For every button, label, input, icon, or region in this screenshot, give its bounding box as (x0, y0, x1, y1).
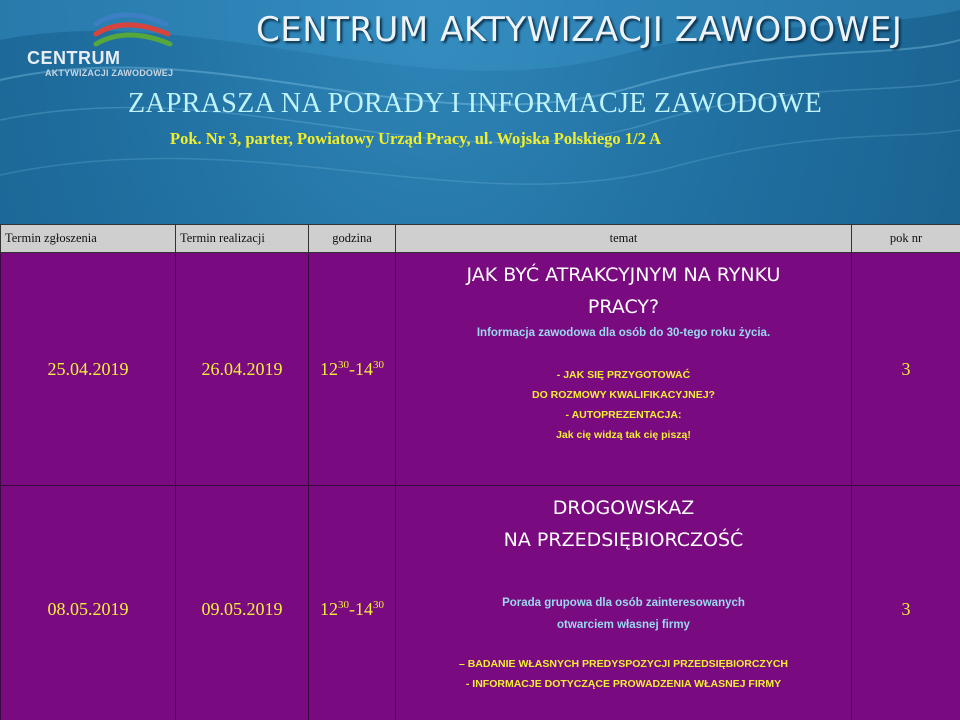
table-header-row (1, 225, 960, 253)
cell-termin-zgloszenia: 08.05.2019 (1, 486, 176, 720)
topic-info: Porada grupowa dla osób zainteresowanych (502, 597, 745, 609)
topic-bullet: Jak cię widzą tak cię piszą! (556, 429, 691, 441)
table-row (1, 253, 960, 486)
hour-end-minutes: 30 (373, 598, 384, 611)
topic-bullet: - AUTOPREZENTACJA: (565, 409, 682, 421)
hour-start-minutes: 30 (338, 598, 349, 611)
topic-title-line2: PRACY? (587, 296, 660, 318)
cell-temat (396, 486, 852, 720)
topic-info: otwarciem własnej firmy (557, 619, 690, 631)
cell-pok-nr: 3 (852, 486, 960, 720)
table-row (1, 486, 960, 720)
hour-separator: - (349, 358, 355, 379)
hour-start: 12 (320, 598, 338, 619)
logo-subtitle: AKTYWIZACJI ZAWODOWEJ (45, 68, 174, 78)
topic-bullet: - INFORMACJE DOTYCZĄCE PROWADZENIA WŁASNEJ FIRMY (465, 678, 782, 690)
topic-title-line1: JAK BYĆ ATRAKCYJNYM NA RYNKU (466, 264, 781, 286)
hour-start: 12 (320, 358, 338, 379)
topic-bullet: DO ROZMOWY KWALIFIKACYJNEJ? (532, 389, 715, 401)
header-temat: temat (396, 225, 852, 253)
topic-bullet: - JAK SIĘ PRZYGOTOWAĆ (556, 369, 691, 381)
cell-pok-nr: 3 (852, 253, 960, 486)
header-godzina: godzina (309, 225, 396, 253)
cell-termin-realizacji: 26.04.2019 (176, 253, 309, 486)
cell-godzina (309, 486, 396, 720)
hour-end: 14 (355, 598, 373, 619)
page-subtitle: ZAPRASZA NA PORADY I INFORMACJE ZAWODOWE (128, 88, 822, 119)
address-line: Pok. Nr 3, parter, Powiatowy Urząd Pracy, ul. Wojska Polskiego 1/2 A (170, 129, 662, 148)
cell-termin-realizacji: 09.05.2019 (176, 486, 309, 720)
cell-termin-zgloszenia: 25.04.2019 (1, 253, 176, 486)
header-pok-nr: pok nr (852, 225, 960, 253)
hour-start-minutes: 30 (338, 358, 349, 371)
topic-info: Informacja zawodowa dla osób do 30-tego roku życia. (476, 327, 771, 339)
header-termin-zgloszenia: Termin zgłoszenia (1, 225, 176, 253)
logo-word: CENTRUM (27, 48, 121, 68)
cell-temat (396, 253, 852, 486)
cell-godzina (309, 253, 396, 486)
topic-title-line1: DROGOWSKAZ (552, 497, 695, 519)
page-title: CENTRUM AKTYWIZACJI ZAWODOWEJ (256, 10, 903, 50)
hour-end: 14 (355, 358, 373, 379)
hour-end-minutes: 30 (373, 358, 384, 371)
topic-bullet: – BADANIE WŁASNYCH PREDYSPOZYCJI PRZEDSIĘBIORCZYCH (458, 658, 789, 670)
header-termin-realizacji: Termin realizacji (176, 225, 309, 253)
topic-title-line2: NA PRZEDSIĘBIORCZOŚĆ (503, 529, 744, 551)
hour-separator: - (349, 598, 355, 619)
schedule-table (0, 224, 960, 720)
